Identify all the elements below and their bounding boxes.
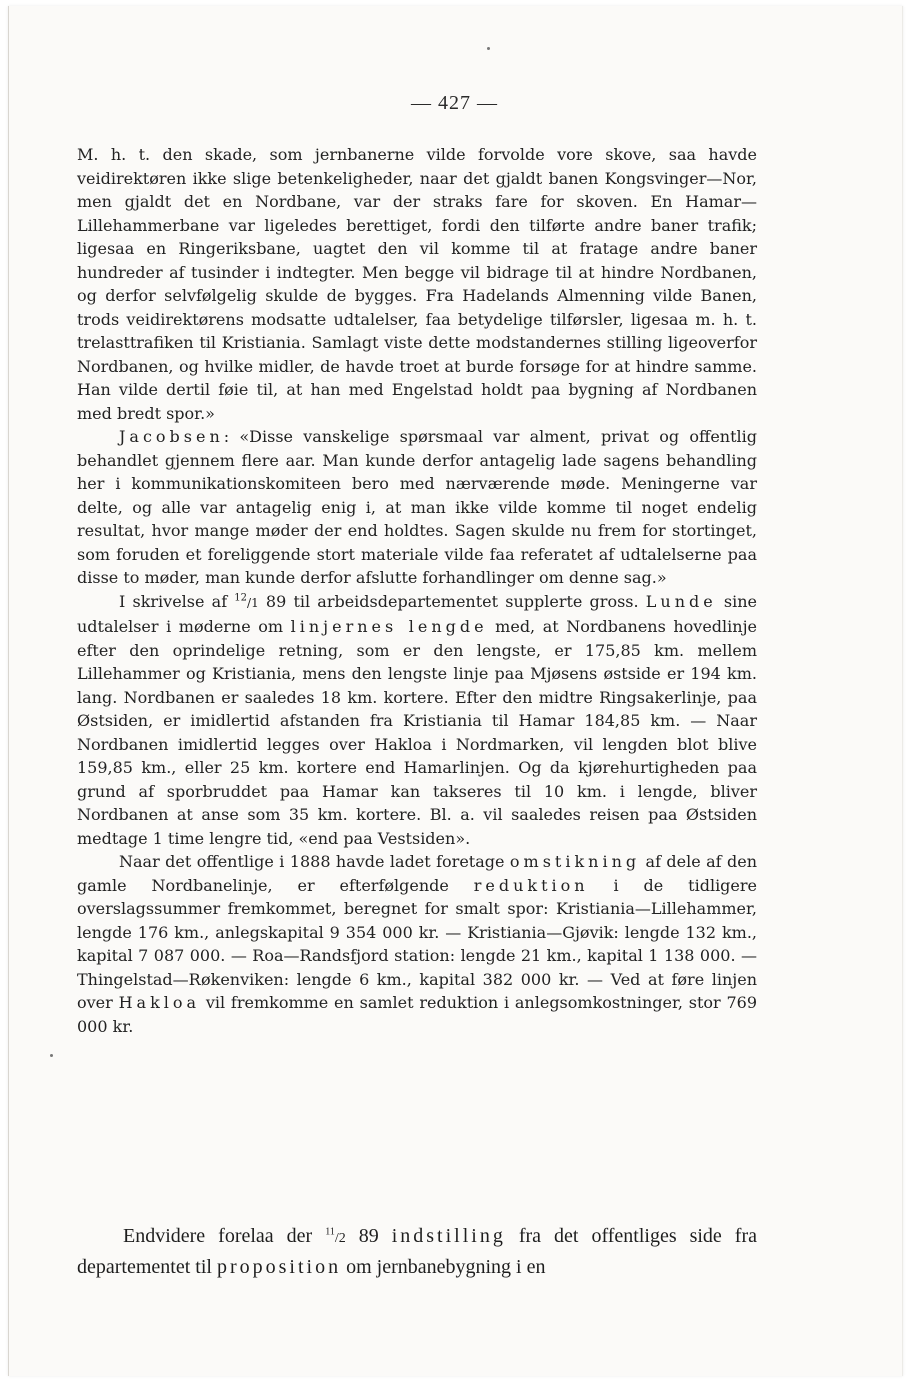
speck-mark [50,1054,53,1057]
emphasized-term: indstilling [391,1225,506,1247]
speck-mark [487,47,490,50]
text-run: med, at Nordbanens hovedlinje efter den oprindelige retning, som er den lengste, er 175,85 km. mellem Lillehammer og Kristiania, mens den lengste linje paa Mjøsens østside er 194 km. lang. Nordbanen er saaledes 18 km. kortere. Efter den midtre Ringsakerlinje, paa Østsiden, er imidlertid afstanden fra Kristiania til Hamar 184,85 km. — Naar Nordbanen imidlertid legges over Hakloa i Nordmarken, vil lengden blot blive 159,85 km., eller 25 km. kortere end Hamarlinjen. Og da kjørehurtigheden paa grund af sporbruddet paa Hamar kan takseres til 10 km. i lengde, bliver Nordbanen at anse som 35 km. kortere. Bl. a. vil saaledes reisen paa Østsiden medtage 1 time lengre tid, «end paa Vestsiden». [77,617,758,848]
emphasized-term: proposition [216,1256,342,1278]
emphasized-term: omstikning [509,852,641,871]
person-name: Lunde [645,591,717,611]
emphasized-term: Hakloa [118,993,201,1012]
body-text [77,143,757,1038]
paragraph [77,1222,757,1281]
emphasized-term: reduktion [473,875,589,895]
date-superscript: 11 [325,1226,335,1238]
text-run: 89 til arbeidsdepartementet supplerte gross. [258,591,646,611]
text-run: af dele af den gamle Nordbanelinje, er efterfølgende [77,852,758,895]
paragraph: M. h. t. den skade, som jernbanerne vilde forvolde vore skove, saa havde veidirektøren ikke slige betenkeligheder, naar det gjaldt banen Kongsvinger—Nor, men gjaldt det en Nordbane, var der straks fare for skoven. En Hamar—Lillehammerbane var ligeledes berettiget, fordi den tilførte andre baner trafik; ligesaa en Ringeriksbane, uagtet den vil komme til at fratage andre baner hundreder af tusinder i indtegter. Men begge vil bidrage til at hindre Nordbanen, og derfor selvfølgelig skulde de bygges. Fra Hadelands Almenning vilde Banen, trods veidirektørens modsatte udtalelser, faa betydelige tilførsler, ligesaa m. h. t. trelasttrafiken til Kristiania. Samlagt viste dette modstandernes stilling ligeoverfor Nordbanen, og hvilke midler, de havde troet at burde forsøge for at hindre samme. Han vilde dertil føie til, at han med Engelstad holdt paa bygning af Nordbanen med bredt spor.» [77,145,757,423]
text-run: fra det offentliges side fra departementet til [77,1225,758,1278]
paragraph [77,850,757,1038]
page-number: — 427 — [411,92,498,114]
speaker-name: Jacobsen [119,427,224,446]
text-run: om jernbanebygning i en [341,1256,546,1278]
text-run: Endvidere forelaa der [123,1225,326,1247]
date-superscript: 12 [234,592,248,604]
paragraph [77,590,757,851]
text-run: vil fremkomme en samlet reduktion i anlegsomkostninger, stor 769 000 kr. [77,993,757,1036]
text-run: Naar det offentlige i 1888 havde ladet foretage [119,852,510,871]
final-paragraph [77,1222,757,1281]
text-run: 89 [345,1225,392,1247]
date-subscript: /2 [334,1231,346,1246]
text-run: i de tidligere overslagssummer fremkommet, beregnet for smalt spor: Kristiania—Lillehammer, lengde 176 km., anlegskapital 9 354 000 kr. — Kristiania—Gjøvik: lengde 132 km., kapital 7 087 000. — Roa—Randsfjord station: lengde 21 km., kapital 1 138 000. — Thingelstad—Røkenviken: lengde 6 km., kapital 382 000 kr. — Ved at føre linjen over [77,875,758,1012]
paragraph [77,425,757,590]
text-run: I skrivelse af [119,591,235,611]
paragraph-text: : «Disse vanskelige spørsmaal var alment, privat og offentlig behandlet gjennem flere aar. Man kunde derfor antagelig lade sagens behandling her i kommunikationskomiteen bero med nærværende møde. Meningerne var delte, og alle var antagelig enig i, at man ikke vilde komme til noget endelig resultat, hvor mange møder der end holdtes. Sagen skulde nu frem for stortinget, som foruden et foreliggende stort materiale vilde faa referatet af udtalelserne paa disse to møder, man kunde derfor afslutte forhandlinger om denne sag.» [77,427,757,587]
date-subscript: /1 [247,595,259,610]
emphasized-term: linjernes lengde [290,617,488,636]
text-run: sine udtalelser i møderne om [77,591,757,636]
